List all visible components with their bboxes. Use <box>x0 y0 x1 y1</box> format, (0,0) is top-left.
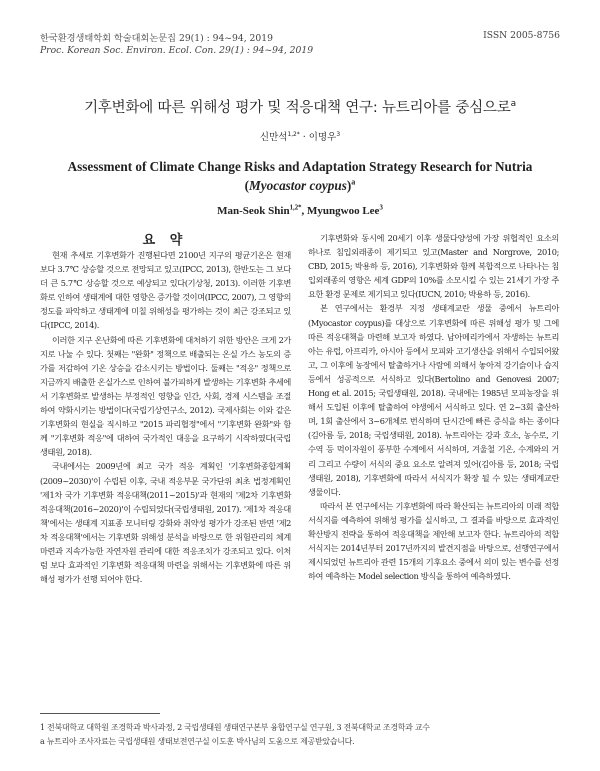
authors-english <box>0 205 600 217</box>
paragraph-2: 이러한 지구 온난화에 따른 기후변화에 대처하기 위한 방안은 크게 2가지로 나눌 수 있다. 첫째는 "완화" 정책으로 배출되는 온실 가스 농도의 증가를 저감하여 기온 상승을 감소시키는 방법이다. 둘째는 "적응" 정책으로 지금까지 배출한 온실가스로 인하여 불가피하게 발생하는 기후변화 추세에서 기후변화로 발생하는 부정적인 영향을 인간, 사회, 경제 시스템을 조절하여 약화시키는 방법이다(국립기상연구소, 2012). 국제사회는 이와 같은 기후변화의 현실을 직시하고 "2015 파리협정"에서 "기후변화 완화"와 함께 "기후변화 적응"에 대하여 국가적인 대응을 요구하기 시작하였다(국립생태원, 2018). <box>40 334 291 458</box>
title-korean <box>0 96 600 117</box>
author-1-english-affil: 1,2* <box>289 204 302 212</box>
paragraph-3: 국내에서는 2009년에 최고 국가 적응 계획인 '기후변화종합계획(2009~2030)'이 수립된 이후, 국내 적응부문 국가단위 최초 법정계획인 '제1차 국가 기후변화 적응대책(2011~2015)'과 현재의 '제2차 기후변화 적응대책(2016~2020)'이 수립되었다(국립생태원, 2017). '제1차 적응대책'에서는 생태계 지표종 모니터링 강화와 취약성 평가가 강조된 반면 '제2차 적응대책'에서는 기후변화 위해성 분석을 바탕으로 한 위험관리의 체계마련과 지속가능한 자연자원 관리에 대한 적응조치가 강조되고 있다. 이처럼 보다 효과적인 기후변화 적응대책 마련을 위해서는 기후변화에 따른 위해성 평가가 선행 되어야 한다. <box>40 461 291 585</box>
author-2-english-affil: 3 <box>379 204 383 212</box>
author-separator: · <box>299 132 309 143</box>
title-english-species: Myocastor coypus <box>249 178 347 193</box>
title-korean-footnote-mark: a <box>510 99 516 110</box>
left-column <box>40 248 291 586</box>
footnote-acknowledgement: a 뉴트리아 조사자료는 국립생태원 생태보전연구실 이도훈 박사님의 도움으로 제공받았습니다. <box>40 737 355 746</box>
title-english-close: ) <box>346 178 352 193</box>
author-1-english: Man-Seok Shin <box>217 205 290 217</box>
title-english-main: Assessment of Climate Change Risks and Adaptation Strategy Research for Nutria ( <box>67 159 533 193</box>
author-1-korean-affil: 1,2* <box>287 131 300 138</box>
issn: ISSN 2005-8756 <box>483 30 560 41</box>
authors-korean <box>0 129 600 143</box>
title-korean-text: 기후변화에 따른 위해성 평가 및 적응대책 연구: 뉴트리아를 중심으로 <box>84 100 511 116</box>
right-column <box>308 231 559 583</box>
author-2-english: Myungwoo Lee <box>307 205 380 217</box>
author-2-korean: 이명우 <box>308 132 337 143</box>
journal-header-korean: 한국환경생태학회 학술대회논문집 29(1) : 94~94, 2019 <box>40 33 273 44</box>
footnote-affiliations: 1 전북대학교 대학원 조경학과 박사과정, 2 국립생태원 생태연구본부 융합연구실 연구원, 3 전북대학교 조경학과 교수 <box>40 723 430 732</box>
journal-header-english: Proc. Korean Soc. Environ. Ecol. Con. 29(1) : 94~94, 2019 <box>40 45 314 56</box>
abstract-heading: 요 약 <box>142 233 188 248</box>
paragraph-6: 따라서 본 연구에서는 기후변화에 따라 확산되는 뉴트리아의 미래 적합서식지를 예측하여 위해성 평가를 실시하고, 그 결과를 바탕으로 효과적인 확산방지 전략을 통하여 적응대책을 제안해 보고자 한다. 뉴트리아의 적합서식지는 2014년부터 2017년까지의 발견지점을 바탕으로, 선행연구에서 제시되었던 뉴트리아 관련 15개의 기후요소 중에서 의미 있는 변수를 선정하여 예측하는 Model selection 방식을 통하여 예측하였다. <box>308 500 559 582</box>
author-2-korean-affil: 3 <box>336 131 341 138</box>
footnote-divider <box>40 713 160 714</box>
paragraph-1: 현재 추세로 기후변화가 진행된다면 2100년 지구의 평균기온은 현재보다 3.7℃ 상승할 것으로 전망되고 있고(IPCC, 2013), 한반도는 그 보다 더 큰 5.7℃ 상승할 것으로 예상되고 있다(기상청, 2013). 이러한 기후변화로 인하여 생태계에 대한 영향은 증가할 것이며(IPCC, 2007), 그 영향의 정도를 파악하고 생태계에 미칠 위해성을 평가하는 것이 최근 강조되고 있다(IPCC, 2014). <box>40 250 291 331</box>
author-separator-english: , <box>301 205 308 217</box>
paragraph-5: 본 연구에서는 환경부 지정 생태계교란 생물 중에서 뉴트리아(Myocastor coypus)를 대상으로 기후변화에 따른 위해성 평가 및 그에 따른 적응대책을 마련해 보고자 하였다. 남아메리카에서 자생하는 뉴트리아는 유럽, 아프리카, 아시아 등에서 모피와 고기생산을 위해서 수입되어왔고, 그 이후에 농장에서 탈출하거나 사람에 의해서 놓아져 강기슭이나 습지 등에서 성공적으로 서식하고 있다(Bertolino and Genovesi 2007; Hong et al. 2015; 국립생태원, 2018). 국내에는 1985년 모피농장을 위해서 도입된 이후에 탈출하여 야생에서 서식하고 있다. 연 2~3회 출산하며, 1회 출산에서 3~6개체로 번식하며 단시간에 빠른 증식을 하는 종이다(김아름 등, 2018; 국립생태원, 2018). 뉴트리아는 강과 호소, 농수로, 기수역 등 먹이자원이 풍부한 수계에서 서식하며, 겨울철 기온, 수계와의 거리 그리고 수량이 서식의 중요 요소로 알려져 있어(김아름 등, 2018; 국립생태원, 2018), 기후변화에 따라서 서식지가 확장 될 수 있는 생태계교란 생물이다. <box>308 303 559 497</box>
paragraph-4: 기후변화와 동시에 20세기 이후 생물다양성에 가장 위협적인 요소의 하나로 침입외래종이 제기되고 있고(Master and Norgrove, 2010; CBD, 2015; 박용하 등, 2016), 기후변화와 함께 복합적으로 나타나는 침입외래종의 영향은 세계 GDP의 10%를 소모시킬 수 있는 21세기 가장 주요한 환경 문제로 제기되고 있다(IUCN, 2010; 박용하 등, 2016). <box>308 233 559 300</box>
author-1-korean: 신만석 <box>259 132 288 143</box>
title-english <box>44 157 556 195</box>
title-english-footnote-mark: a <box>351 177 356 187</box>
